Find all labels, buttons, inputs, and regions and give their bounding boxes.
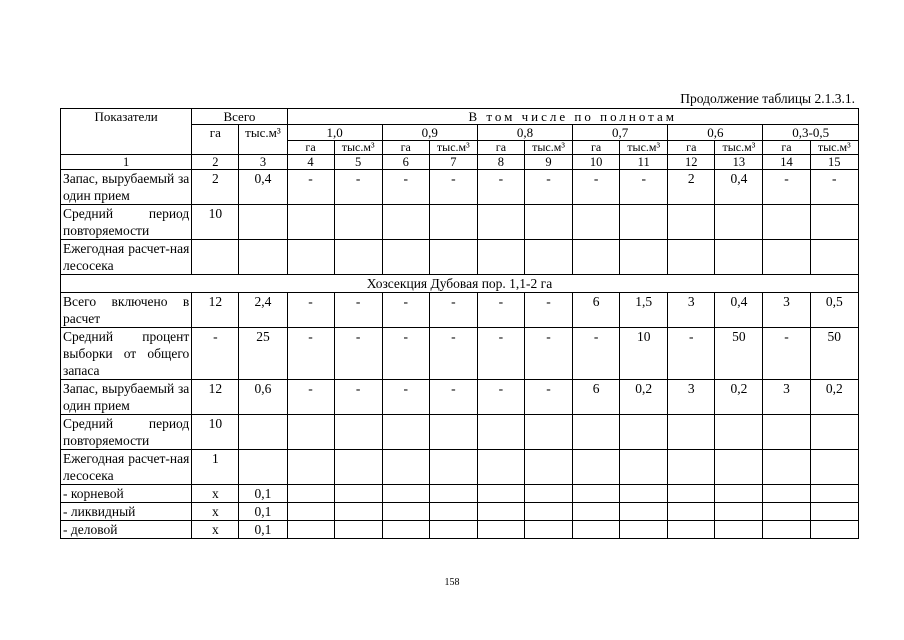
table-cell [287, 240, 334, 275]
table-cell [668, 450, 715, 485]
table-cell [715, 485, 763, 503]
table-cell: 10 [192, 415, 239, 450]
header-density: 0,6 [668, 125, 763, 141]
table-cell: - [477, 328, 524, 380]
row-label: Ежегодная расчет-ная лесосека [61, 240, 192, 275]
table-cell [573, 485, 620, 503]
column-number: 5 [334, 155, 382, 170]
table-cell [668, 521, 715, 539]
row-label: Средний период повторяемости [61, 415, 192, 450]
table-cell [429, 521, 477, 539]
table-cell: 50 [715, 328, 763, 380]
table-cell [477, 450, 524, 485]
table-cell: 1,5 [620, 293, 668, 328]
table-cell [382, 503, 429, 521]
table-cell [239, 450, 287, 485]
table-cell [429, 450, 477, 485]
table-cell [287, 521, 334, 539]
table-cell [477, 205, 524, 240]
table-cell [334, 205, 382, 240]
table-cell [477, 415, 524, 450]
table-cell [429, 503, 477, 521]
column-number: 7 [429, 155, 477, 170]
header-total-ha: га [192, 125, 239, 155]
table-cell: 50 [810, 328, 858, 380]
header-by-density: В том числе по полнотам [287, 109, 859, 125]
table-cell [668, 240, 715, 275]
table-row [61, 205, 859, 240]
table-cell: - [429, 293, 477, 328]
unit-ha: га [763, 141, 810, 155]
table-cell [810, 485, 858, 503]
column-number: 6 [382, 155, 429, 170]
table-cell: - [477, 380, 524, 415]
column-number: 12 [668, 155, 715, 170]
table-cell [334, 450, 382, 485]
table-cell: 2 [668, 170, 715, 205]
table-cell: - [382, 170, 429, 205]
table-cell: 0,1 [239, 503, 287, 521]
table-cell [524, 503, 572, 521]
header-total-volume: тыс.м³ [239, 125, 287, 155]
table-row [61, 485, 859, 503]
table-row [61, 240, 859, 275]
unit-volume: тыс.м³ [810, 141, 858, 155]
unit-volume: тыс.м³ [715, 141, 763, 155]
row-label: Средний процент выборки от общего запаса [61, 328, 192, 380]
table-cell: х [192, 503, 239, 521]
table-cell [524, 415, 572, 450]
page-number: 158 [444, 577, 460, 588]
column-number: 14 [763, 155, 810, 170]
table-cell: 0,4 [715, 170, 763, 205]
table-cell [334, 485, 382, 503]
column-number: 13 [715, 155, 763, 170]
table-cell [477, 521, 524, 539]
header-density: 0,7 [573, 125, 668, 141]
header-row-1 [61, 109, 859, 125]
table-cell [763, 450, 810, 485]
table-cell [382, 240, 429, 275]
table-cell [573, 240, 620, 275]
table-cell: - [573, 170, 620, 205]
table-cell [524, 240, 572, 275]
table-cell [715, 415, 763, 450]
row-label: - деловой [61, 521, 192, 539]
table-cell [763, 205, 810, 240]
table-cell: 0,6 [239, 380, 287, 415]
table-cell: - [287, 293, 334, 328]
table-cell [477, 240, 524, 275]
table-cell [715, 450, 763, 485]
table-cell: - [763, 328, 810, 380]
table-row [61, 380, 859, 415]
table-cell: 3 [763, 380, 810, 415]
header-total: Всего [192, 109, 287, 125]
table-row [61, 521, 859, 539]
table-cell: 6 [573, 380, 620, 415]
table-cell [620, 521, 668, 539]
column-number: 1 [61, 155, 192, 170]
table-cell [810, 415, 858, 450]
table-cell: - [382, 328, 429, 380]
table-cell: 0,5 [810, 293, 858, 328]
table-cell: - [524, 293, 572, 328]
table-cell [382, 485, 429, 503]
table-cell: 3 [668, 380, 715, 415]
table-cell [620, 503, 668, 521]
table-cell: - [287, 328, 334, 380]
table-cell: - [334, 170, 382, 205]
table-cell [429, 205, 477, 240]
row-label: Запас, вырубаемый за один прием [61, 380, 192, 415]
table-cell [192, 240, 239, 275]
table-cell [763, 521, 810, 539]
table-cell [810, 450, 858, 485]
unit-ha: га [668, 141, 715, 155]
table-cell [573, 450, 620, 485]
table-cell [239, 415, 287, 450]
column-number: 4 [287, 155, 334, 170]
table-cell [763, 503, 810, 521]
table-cell: х [192, 521, 239, 539]
table-cell [715, 205, 763, 240]
table-cell [810, 205, 858, 240]
table-cell: 0,2 [810, 380, 858, 415]
table-cell: - [334, 328, 382, 380]
row-label: Всего включено в расчет [61, 293, 192, 328]
table-cell [524, 485, 572, 503]
table-cell [524, 450, 572, 485]
table-cell [810, 240, 858, 275]
table-cell [573, 503, 620, 521]
table-cell [668, 205, 715, 240]
header-density: 1,0 [287, 125, 382, 141]
table-cell: х [192, 485, 239, 503]
header-density: 0,8 [477, 125, 572, 141]
table-row [61, 170, 859, 205]
table-cell [573, 521, 620, 539]
table-cell: - [668, 328, 715, 380]
table-cell: 12 [192, 293, 239, 328]
table-cell: 0,4 [715, 293, 763, 328]
table-cell [382, 415, 429, 450]
row-label: Средний период повторяемости [61, 205, 192, 240]
table-cell: - [429, 328, 477, 380]
table-row [61, 293, 859, 328]
table-cell [382, 205, 429, 240]
table-cell: 0,1 [239, 521, 287, 539]
table-cell: - [524, 170, 572, 205]
table-cell: 0,4 [239, 170, 287, 205]
table-cell [382, 450, 429, 485]
column-number: 10 [573, 155, 620, 170]
table-cell [573, 205, 620, 240]
table-cell: - [192, 328, 239, 380]
table-cell: - [524, 328, 572, 380]
column-number: 8 [477, 155, 524, 170]
table-cell [287, 415, 334, 450]
table-cell [620, 450, 668, 485]
table-cell [810, 503, 858, 521]
table-cell: - [620, 170, 668, 205]
table-row [61, 328, 859, 380]
column-number: 9 [524, 155, 572, 170]
unit-ha: га [382, 141, 429, 155]
table-cell: - [334, 293, 382, 328]
unit-ha: га [287, 141, 334, 155]
table-cell [524, 521, 572, 539]
table-cell [668, 503, 715, 521]
table-cell: 10 [620, 328, 668, 380]
header-density: 0,9 [382, 125, 477, 141]
row-label: - корневой [61, 485, 192, 503]
table-cell [429, 240, 477, 275]
column-number: 11 [620, 155, 668, 170]
column-numbers-row [61, 155, 859, 170]
table-cell [715, 521, 763, 539]
table-cell: - [287, 380, 334, 415]
table-cell [763, 240, 810, 275]
table-cell: 2,4 [239, 293, 287, 328]
row-label: Запас, вырубаемый за один прием [61, 170, 192, 205]
table-cell [382, 521, 429, 539]
table-caption: Продолжение таблицы 2.1.3.1. [680, 91, 855, 106]
table-cell [239, 240, 287, 275]
table-cell [668, 415, 715, 450]
table-cell: - [524, 380, 572, 415]
table-cell [287, 485, 334, 503]
data-table [60, 108, 859, 539]
table-cell: - [382, 293, 429, 328]
table-cell [477, 485, 524, 503]
table-cell [334, 503, 382, 521]
table-cell [715, 240, 763, 275]
row-label: - ликвидный [61, 503, 192, 521]
table-cell: - [382, 380, 429, 415]
table-cell [524, 205, 572, 240]
unit-volume: тыс.м³ [620, 141, 668, 155]
table-cell: 1 [192, 450, 239, 485]
header-density: 0,3-0,5 [763, 125, 859, 141]
table-cell [620, 240, 668, 275]
table-cell [620, 415, 668, 450]
table-cell [620, 205, 668, 240]
unit-ha: га [573, 141, 620, 155]
table-cell: - [573, 328, 620, 380]
table-cell: 0,2 [715, 380, 763, 415]
table-cell: 25 [239, 328, 287, 380]
table-cell [429, 485, 477, 503]
table-cell [763, 415, 810, 450]
table-cell: - [477, 170, 524, 205]
table-row [61, 415, 859, 450]
table-cell [810, 521, 858, 539]
unit-volume: тыс.м³ [524, 141, 572, 155]
table-cell [573, 415, 620, 450]
column-number: 2 [192, 155, 239, 170]
table-cell [477, 503, 524, 521]
table-cell: 0,2 [620, 380, 668, 415]
table-cell [287, 450, 334, 485]
table-cell [334, 415, 382, 450]
table-cell [620, 485, 668, 503]
row-label: Ежегодная расчет-ная лесосека [61, 450, 192, 485]
table-cell [715, 503, 763, 521]
table-cell [668, 485, 715, 503]
table-cell: 3 [668, 293, 715, 328]
table-cell: 0,1 [239, 485, 287, 503]
table-cell [334, 240, 382, 275]
unit-volume: тыс.м³ [334, 141, 382, 155]
section-row [61, 275, 859, 293]
table-cell: - [763, 170, 810, 205]
table-cell [287, 503, 334, 521]
table-cell: 2 [192, 170, 239, 205]
unit-ha: га [477, 141, 524, 155]
table-cell: - [429, 170, 477, 205]
table-cell: 3 [763, 293, 810, 328]
table-cell: - [334, 380, 382, 415]
table-cell [287, 205, 334, 240]
section-title: Хозсекция Дубовая пор. 1,1-2 га [61, 275, 859, 293]
header-indicators: Показатели [61, 109, 192, 155]
table-cell: - [810, 170, 858, 205]
unit-volume: тыс.м³ [429, 141, 477, 155]
table-cell: - [429, 380, 477, 415]
table-row [61, 450, 859, 485]
table-cell: - [287, 170, 334, 205]
table-cell [429, 415, 477, 450]
table-cell: 6 [573, 293, 620, 328]
table-cell: - [477, 293, 524, 328]
table-cell: 10 [192, 205, 239, 240]
table-cell [334, 521, 382, 539]
column-number: 3 [239, 155, 287, 170]
table-row [61, 503, 859, 521]
table-cell [239, 205, 287, 240]
table-cell: 12 [192, 380, 239, 415]
column-number: 15 [810, 155, 858, 170]
table-cell [763, 485, 810, 503]
